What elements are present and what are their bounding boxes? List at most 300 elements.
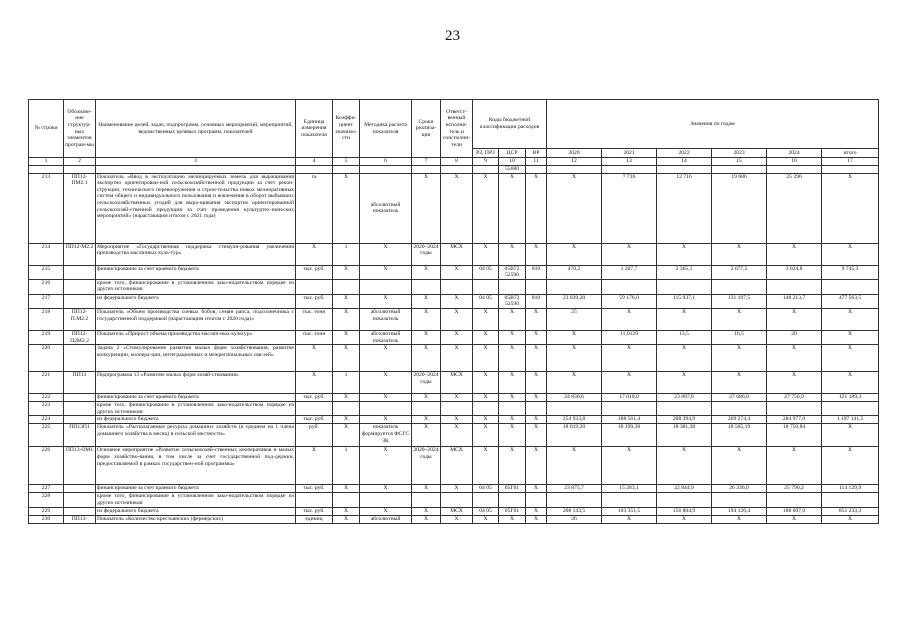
structure-code xyxy=(64,402,96,416)
value-2020 xyxy=(547,166,602,174)
value-2020: X xyxy=(547,243,602,265)
column-number: 16 xyxy=(767,158,822,166)
executor-cell: X xyxy=(441,345,473,372)
method-cell: X xyxy=(360,447,412,485)
row-number: 222 xyxy=(29,394,64,402)
value-total: 121 189,3 xyxy=(822,394,879,402)
method-cell: X xyxy=(360,265,412,279)
value-total xyxy=(822,493,879,507)
coefficient-cell xyxy=(333,493,360,507)
value-total: X xyxy=(822,372,879,394)
structure-code xyxy=(64,493,96,507)
method-cell: X xyxy=(360,243,412,265)
vr-cell: X xyxy=(526,330,547,344)
table-row xyxy=(29,507,879,515)
value-2021 xyxy=(602,166,657,174)
structure-code xyxy=(64,294,96,308)
coefficient-cell xyxy=(333,166,360,174)
period-cell: X xyxy=(412,308,441,330)
value-2020: 23 039,20 xyxy=(547,294,602,308)
value-2024 xyxy=(767,166,822,174)
value-2022 xyxy=(657,402,712,416)
csr-cell: 55680 xyxy=(499,166,526,174)
executor-cell: X xyxy=(441,173,473,243)
header-unit: Единица измерения показателя xyxy=(296,100,333,158)
value-2022: X xyxy=(657,515,712,523)
structure-code xyxy=(64,416,96,424)
row-number: 219 xyxy=(29,330,64,344)
unit-cell: X xyxy=(296,243,333,265)
method-cell: X xyxy=(360,394,412,402)
row-number: 215 xyxy=(29,265,64,279)
csr-cell: X xyxy=(499,447,526,485)
value-2020: 25 xyxy=(547,308,602,330)
row-number: 229 xyxy=(29,507,64,515)
vr-cell xyxy=(526,279,547,294)
item-name: Мероприятие «Государственная поддержка стимули-рования увеличения производства масличных куль-тур» xyxy=(96,243,296,265)
unit-cell xyxy=(296,493,333,507)
value-2024: 20 xyxy=(767,330,822,344)
value-2022 xyxy=(657,279,712,294)
coefficient-cell: X xyxy=(333,330,360,344)
page-number: 23 xyxy=(445,28,460,44)
structure-code: ПП13 xyxy=(64,372,96,394)
value-2023 xyxy=(712,279,767,294)
method-cell: X xyxy=(360,507,412,515)
value-2020: 24 830,6 xyxy=(547,394,602,402)
column-number: 7 xyxy=(412,158,441,166)
column-number: 12 xyxy=(547,158,602,166)
executor-cell: X xyxy=(441,515,473,523)
value-2024: X xyxy=(767,243,822,265)
column-number-row xyxy=(29,158,879,166)
method-cell: абсолютный показатель xyxy=(360,308,412,330)
value-2023: X xyxy=(712,515,767,523)
value-2021: 103 351,5 xyxy=(602,507,657,515)
column-number: 1 xyxy=(29,158,64,166)
period-cell: X xyxy=(412,416,441,424)
value-2021: X xyxy=(602,308,657,330)
rzpr-cell: X xyxy=(473,447,499,485)
table-row xyxy=(29,394,879,402)
column-number: 15 xyxy=(712,158,767,166)
rzpr-cell: X xyxy=(473,243,499,265)
method-cell: X xyxy=(360,294,412,308)
value-2024: X xyxy=(767,372,822,394)
row-number: 214 xyxy=(29,243,64,265)
value-2024: 148 213,7 xyxy=(767,294,822,308)
value-2021: 18 199,39 xyxy=(602,424,657,447)
value-total: 114 129,9 xyxy=(822,485,879,493)
value-2024: 25 296 xyxy=(767,173,822,243)
rzpr-cell xyxy=(473,279,499,294)
period-cell: 2020–2024 годы xyxy=(412,447,441,485)
csr-cell: X xyxy=(499,515,526,523)
table-row xyxy=(29,493,879,507)
structure-code xyxy=(64,265,96,279)
coefficient-cell: X xyxy=(333,485,360,493)
unit-cell xyxy=(296,166,333,174)
value-2023: 131 197,5 xyxy=(712,294,767,308)
value-total: 851 233,3 xyxy=(822,507,879,515)
unit-cell: тыс. руб. xyxy=(296,294,333,308)
table-row xyxy=(29,416,879,424)
row-number: 221 xyxy=(29,372,64,394)
header-budget-codes: Коды бюджетной классификации расходов xyxy=(473,100,547,149)
rzpr-cell: X xyxy=(473,424,499,447)
value-2024: 284 977,0 xyxy=(767,416,822,424)
column-number: 2 xyxy=(64,158,96,166)
coefficient-cell: X xyxy=(333,424,360,447)
executor-cell: X xyxy=(441,330,473,344)
vr-cell: X xyxy=(526,345,547,372)
rzpr-cell: X xyxy=(473,330,499,344)
table-row xyxy=(29,243,879,265)
executor-cell: X xyxy=(441,308,473,330)
value-total: X xyxy=(822,308,879,330)
period-cell: X xyxy=(412,507,441,515)
row-number: 224 xyxy=(29,416,64,424)
value-2023: X xyxy=(712,372,767,394)
value-2023 xyxy=(712,402,767,416)
value-2020: X xyxy=(547,330,602,344)
value-2020 xyxy=(547,279,602,294)
value-2021: X xyxy=(602,345,657,372)
column-number: 13 xyxy=(602,158,657,166)
value-2020: 208 143,5 xyxy=(547,507,602,515)
method-cell xyxy=(360,493,412,507)
unit-cell xyxy=(296,279,333,294)
value-2021: X xyxy=(602,243,657,265)
value-2023: X xyxy=(712,308,767,330)
value-total: 1 197 141,5 xyxy=(822,416,879,424)
value-2023: 26 336,0 xyxy=(712,485,767,493)
value-2022: 23 897,8 xyxy=(657,394,712,402)
value-2020 xyxy=(547,493,602,507)
executor-cell: X xyxy=(441,416,473,424)
structure-code: ПП12-П2М2.2 xyxy=(64,330,96,344)
value-2021 xyxy=(602,493,657,507)
column-number: 5 xyxy=(333,158,360,166)
value-2022 xyxy=(657,493,712,507)
coefficient-cell: 1 xyxy=(333,447,360,485)
column-number: 9 xyxy=(473,158,499,166)
header-vr: ВР xyxy=(526,149,547,158)
period-cell xyxy=(412,402,441,416)
value-2022: X xyxy=(657,308,712,330)
value-2022: X xyxy=(657,447,712,485)
value-total: X xyxy=(822,173,879,243)
rzpr-cell: X xyxy=(473,416,499,424)
value-2023: 16,5 xyxy=(712,330,767,344)
header-row-no: № строки xyxy=(29,100,64,158)
column-number: 8 xyxy=(441,158,473,166)
value-2023: 27 686,0 xyxy=(712,394,767,402)
csr-cell xyxy=(499,402,526,416)
header-year-2024: 2024 xyxy=(767,149,822,158)
value-2021: X xyxy=(602,515,657,523)
period-cell xyxy=(412,166,441,174)
value-2021: X xyxy=(602,447,657,485)
row-number: 218 xyxy=(29,308,64,330)
item-name: кроме того, финансирование в установленном зако-нодательством порядке из других источников: xyxy=(97,402,294,415)
table-row xyxy=(29,345,879,372)
column-number: 17 xyxy=(822,158,879,166)
value-2024: X xyxy=(767,447,822,485)
value-2021: X xyxy=(602,372,657,394)
item-name: Основное мероприятие «Развитие сельскохозяй-ственных кооперативов и малых форм хозяйство-вания, в том числе за счет государственной под-держки, предоставляемой в рамках государствен-ной программы» xyxy=(96,447,296,485)
vr-cell: X xyxy=(526,416,547,424)
value-2024: 3 024,8 xyxy=(767,265,822,279)
period-cell: 2020–2024 годы xyxy=(412,372,441,394)
structure-code: ПП13- xyxy=(64,515,96,523)
value-2023: 18 565,19 xyxy=(712,424,767,447)
value-2021: 7 716 xyxy=(602,173,657,243)
value-2021: 11,0129 xyxy=(602,330,657,344)
unit-cell xyxy=(296,402,333,416)
row-number: 226 xyxy=(29,447,64,485)
item-name: Подпрограмма 13 «Развитие малых форм хозяй-ствования» xyxy=(96,372,296,394)
value-2024 xyxy=(767,493,822,507)
value-2020: 470,2 xyxy=(547,265,602,279)
header-csr: ЦСР xyxy=(499,149,526,158)
rzpr-cell: X xyxy=(473,515,499,523)
rzpr-cell xyxy=(473,493,499,507)
value-2023: 194 126,4 xyxy=(712,507,767,515)
item-name: кроме того, финансирование в установленном зако-нодательством порядке из других источников: xyxy=(97,493,294,506)
value-2022: 18 381,38 xyxy=(657,424,712,447)
column-number: 10 xyxy=(499,158,526,166)
value-2023 xyxy=(712,166,767,174)
table-row xyxy=(29,372,879,394)
value-2020: X xyxy=(547,345,602,372)
unit-cell: га xyxy=(296,173,333,243)
header-name: Наименование целей, задач, подпрограмм, основных мероприятий, мероприятий, ведомственных целевых программ, показателей xyxy=(96,100,296,158)
value-total: 9 745,3 xyxy=(822,265,879,279)
rzpr-cell: 04 05 xyxy=(473,294,499,308)
item-name: Задача 2 «Стимулирование развития малых форм хозяйствования, развитие конкуренции, коопера-ции, интеграционных и межрегиональных свя-зей» xyxy=(96,345,296,372)
value-total: X xyxy=(822,330,879,344)
value-2021 xyxy=(602,279,657,294)
item-name: Показатель «Количество крестьянских (фермерских) xyxy=(96,515,296,523)
row-number: 225 xyxy=(29,424,64,447)
value-2021 xyxy=(602,402,657,416)
coefficient-cell: X xyxy=(333,308,360,330)
csr-cell xyxy=(499,279,526,294)
item-name: из федерального бюджета xyxy=(96,416,296,424)
vr-cell: X xyxy=(526,507,547,515)
period-cell: X xyxy=(412,394,441,402)
method-cell: X xyxy=(360,416,412,424)
rzpr-cell: X xyxy=(473,372,499,394)
value-2022: 115 937,1 xyxy=(657,294,712,308)
header-year-2020: 2020 xyxy=(547,149,602,158)
item-name: Показатель «Объем производства соевых бобов, семян рапса, подсолнечника с государственной поддержкой (нарастающим итогом с 2020 года)» xyxy=(96,308,296,330)
value-2022: X xyxy=(657,345,712,372)
coefficient-cell: 1 xyxy=(333,243,360,265)
rzpr-cell: 04 05 xyxy=(473,485,499,493)
program-table xyxy=(28,99,879,524)
method-cell: X xyxy=(360,485,412,493)
method-cell: X xyxy=(360,345,412,372)
item-name: финансирование за счет краевого бюджета xyxy=(96,394,296,402)
column-number: 6 xyxy=(360,158,412,166)
executor-cell: МСХ xyxy=(441,243,473,265)
vr-cell xyxy=(526,493,547,507)
row-number: 220 xyxy=(29,345,64,372)
item-name: Показатель «Располагаемые ресурсы домашних хозяйств (в среднем на 1 члена домашнего хозяйства в месяц) в сельской местности» xyxy=(96,424,296,447)
csr-cell: X xyxy=(499,308,526,330)
value-2023 xyxy=(712,493,767,507)
value-2023: 269 274,4 xyxy=(712,416,767,424)
value-total: X xyxy=(822,447,879,485)
coefficient-cell xyxy=(333,402,360,416)
row-number: 223 xyxy=(29,402,64,416)
executor-cell: X xyxy=(441,394,473,402)
executor-cell xyxy=(441,493,473,507)
value-total: X xyxy=(822,345,879,372)
value-2020: X xyxy=(547,173,602,243)
csr-cell: 05Г01 xyxy=(499,507,526,515)
header-year-2023: 2023 xyxy=(712,149,767,158)
item-name: финансирование за счет краевого бюджета xyxy=(96,485,296,493)
method-cell xyxy=(360,279,412,294)
csr-cell: X xyxy=(499,416,526,424)
value-2022: 12 716 xyxy=(657,173,712,243)
vr-cell xyxy=(526,402,547,416)
method-cell: абсолютный показатель xyxy=(360,173,412,243)
header-total: итого xyxy=(822,149,879,158)
value-2024 xyxy=(767,402,822,416)
table-row xyxy=(29,173,879,243)
value-2020: 26 xyxy=(547,515,602,523)
value-2022: X xyxy=(657,372,712,394)
value-total xyxy=(822,166,879,174)
value-2022: 156 804,9 xyxy=(657,507,712,515)
table-row xyxy=(29,279,879,294)
value-2023: 19 686 xyxy=(712,173,767,243)
vr-cell: X xyxy=(526,394,547,402)
value-total: X xyxy=(822,243,879,265)
structure-code xyxy=(64,345,96,372)
executor-cell: X xyxy=(441,485,473,493)
csr-cell: 05В72 52590 xyxy=(499,294,526,308)
item-name: Показатель «Ввод в эксплуатацию мелиорируемых земель для выращивания экспортно ориентирован-ной сельскохозяйственной продукции за счет рекон-струкции, технического перевооружения и строи-тельства новых мелиоративных систем общего и индивидуального пользования и вовлечения в оборот выбывших сельскохозяйственных угодий для выра-щивания экспортно ориентированной сельскохозяй-ственной продукции за счет проведения культуртех-нических мероприятий» (нарастающим итогом с 2021 года) xyxy=(96,173,296,243)
structure-code: ПП13П1 xyxy=(64,424,96,447)
row-number: 227 xyxy=(29,485,64,493)
unit-cell: X xyxy=(296,447,333,485)
unit-cell: единиц xyxy=(296,515,333,523)
vr-cell: X xyxy=(526,173,547,243)
value-total xyxy=(822,402,879,416)
item-name: Показатель «Прирост объема производства маслич-ных культур» xyxy=(96,330,296,344)
value-2021: 1 207,7 xyxy=(602,265,657,279)
table-row xyxy=(29,515,879,523)
csr-cell: 05Г01 xyxy=(499,485,526,493)
structure-code xyxy=(64,507,96,515)
table-row xyxy=(29,402,879,416)
csr-cell: X xyxy=(499,243,526,265)
method-cell: X xyxy=(360,372,412,394)
csr-cell: X xyxy=(499,424,526,447)
coefficient-cell xyxy=(333,279,360,294)
header-method: Методика расчета показателя xyxy=(360,100,412,158)
value-2022: 13,5 xyxy=(657,330,712,344)
executor-cell xyxy=(441,166,473,174)
row-number: 230 xyxy=(29,515,64,523)
header-structure-code: Обозначе-ние структур-ных элементов програм-мы xyxy=(64,100,96,158)
structure-code xyxy=(64,485,96,493)
value-2020: X xyxy=(547,447,602,485)
row-number: 216 xyxy=(29,279,64,294)
executor-cell: МСХ xyxy=(441,447,473,485)
period-cell: X xyxy=(412,515,441,523)
coefficient-cell: X xyxy=(333,265,360,279)
unit-cell: тыс. руб. xyxy=(296,485,333,493)
unit-cell: тыс. руб. xyxy=(296,507,333,515)
csr-cell: X xyxy=(499,345,526,372)
table-row xyxy=(29,330,879,344)
value-2021: 59 176,0 xyxy=(602,294,657,308)
header-coefficient: Коэффи-циент значимо-сти xyxy=(333,100,360,158)
value-2024: X xyxy=(767,515,822,523)
executor-cell: X xyxy=(441,424,473,447)
vr-cell: 810 xyxy=(526,265,547,279)
value-total: X xyxy=(822,515,879,523)
period-cell xyxy=(412,279,441,294)
header-values-by-year: Значения по годам xyxy=(547,100,879,149)
table-row xyxy=(29,424,879,447)
unit-cell: X xyxy=(296,345,333,372)
unit-cell: руб. xyxy=(296,424,333,447)
table-row xyxy=(29,447,879,485)
vr-cell: X xyxy=(526,243,547,265)
value-2020: 18 019,20 xyxy=(547,424,602,447)
period-cell: X xyxy=(412,345,441,372)
table-row xyxy=(29,294,879,308)
method-cell: абсолютный показатель xyxy=(360,330,412,344)
executor-cell: X xyxy=(441,265,473,279)
value-total: 477 563,5 xyxy=(822,294,879,308)
header-year-2021: 2021 xyxy=(602,149,657,158)
rzpr-cell: X xyxy=(473,308,499,330)
value-2023: X xyxy=(712,243,767,265)
table-body xyxy=(29,158,879,524)
unit-cell: тыс. тонн xyxy=(296,308,333,330)
vr-cell xyxy=(526,166,547,174)
coefficient-cell: X xyxy=(333,416,360,424)
vr-cell: X xyxy=(526,424,547,447)
rzpr-cell: 04 05 xyxy=(473,507,499,515)
rzpr-cell: 04 05 xyxy=(473,265,499,279)
table-row xyxy=(29,308,879,330)
value-2021: 188 561,4 xyxy=(602,416,657,424)
value-2022 xyxy=(657,166,712,174)
executor-cell: МСХ xyxy=(441,372,473,394)
item-name xyxy=(96,166,296,174)
vr-cell: 810 xyxy=(526,294,547,308)
structure-code xyxy=(64,394,96,402)
unit-cell: тыс. руб. xyxy=(296,416,333,424)
value-2022: 22 844,9 xyxy=(657,485,712,493)
value-2023: X xyxy=(712,345,767,372)
value-2023: 2 677,5 xyxy=(712,265,767,279)
value-2024: 18 750,84 xyxy=(767,424,822,447)
value-2020: 23 875,7 xyxy=(547,485,602,493)
method-cell xyxy=(360,402,412,416)
vr-cell: X xyxy=(526,308,547,330)
value-2024: 27 756,9 xyxy=(767,394,822,402)
